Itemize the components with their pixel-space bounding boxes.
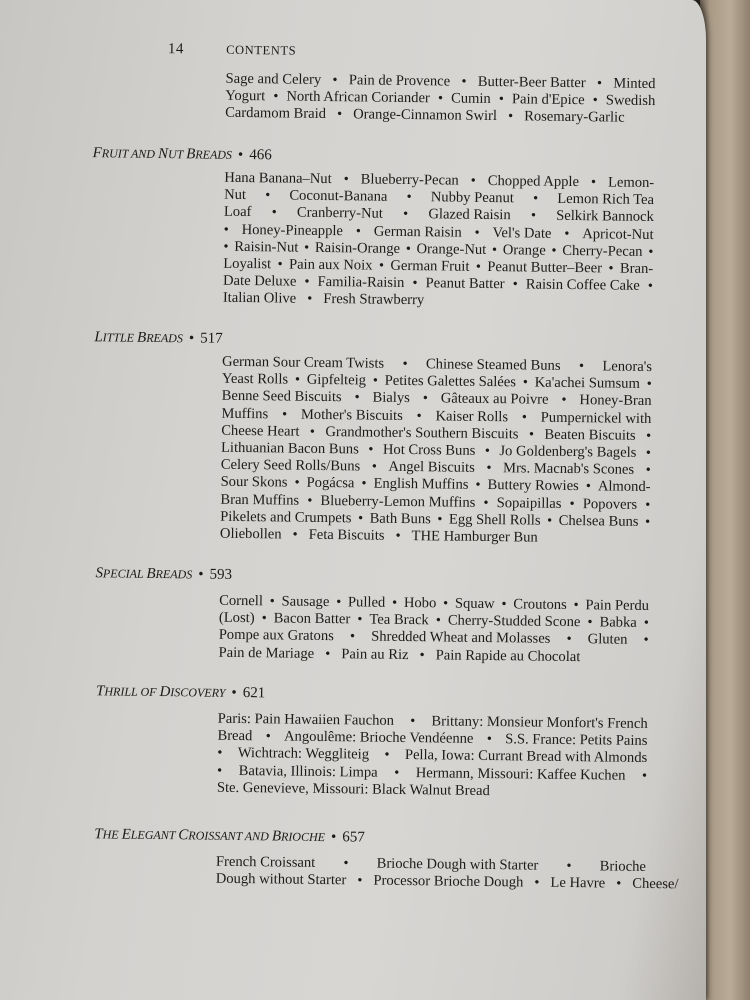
separator-bullet: • [223, 221, 229, 238]
section-page-number: 593 [209, 566, 233, 583]
section-page-number: 657 [342, 829, 365, 846]
separator-bullet: • [309, 423, 316, 440]
separator-bullet: • [419, 646, 425, 663]
heading-smallcaps: ROISSANT AND [188, 828, 272, 844]
recipe-entry: Lithuanian Bacon Buns [220, 439, 359, 458]
recipe-entry: Orange [502, 241, 546, 259]
separator-bullet: • [590, 174, 597, 191]
separator-bullet: • [294, 475, 300, 492]
separator-bullet: • [265, 187, 271, 204]
separator-bullet: • [357, 510, 364, 527]
recipe-entry: Cranberry-Nut [296, 205, 383, 223]
separator-bullet: • [507, 108, 514, 125]
recipe-entry: Cheese/ [632, 876, 679, 893]
separator-bullet: • [566, 858, 572, 875]
separator-bullet: • [641, 767, 648, 784]
recipe-entry: S.S. France: Petits Pains [505, 731, 648, 750]
recipe-entry: Bread [217, 727, 253, 745]
separator-bullet: • [647, 278, 654, 295]
separator-bullet: • [530, 207, 537, 224]
separator-bullet: • [281, 406, 288, 423]
separator-bullet: • [405, 240, 411, 257]
recipe-entry: Cornell [219, 592, 264, 610]
separator-bullet: • [645, 462, 651, 479]
recipe-entry: German Fruit [390, 257, 470, 275]
adjacent-page-edge [700, 0, 750, 1000]
recipe-entry: Jo Goldenberg's Bagels [499, 443, 637, 461]
separator-bullet: • [332, 72, 338, 89]
heading-letter: B [146, 565, 156, 582]
heading-letter: T [94, 826, 103, 843]
heading-smallcaps: PECIAL [102, 566, 147, 581]
separator-bullet: • [646, 376, 652, 393]
recipe-entry: Babka [599, 614, 637, 632]
recipe-entry: Tea Brack [369, 611, 429, 629]
recipe-entry: Peanut Butter–Beer [487, 259, 603, 277]
recipe-entry: Pogácsa [306, 475, 355, 492]
recipe-entry: Hot Cross Buns [382, 441, 476, 459]
recipe-entry: Mother's Biscuits [300, 406, 403, 424]
separator-bullet: • [645, 427, 652, 444]
separator-bullet: • [442, 595, 449, 612]
recipe-entry: Raisin-Orange [314, 239, 401, 257]
recipe-entry: German Sour Cream Twists [221, 353, 385, 372]
recipe-entry: Coconut-Banana [289, 187, 388, 205]
heading-bullet: • [237, 146, 244, 164]
separator-bullet: • [521, 409, 528, 426]
recipe-entry: Angel Biscuits [388, 459, 475, 477]
separator-bullet: • [566, 631, 572, 648]
recipe-entry: Bran Muffins [220, 491, 300, 509]
separator-bullet: • [261, 610, 267, 627]
separator-bullet: • [273, 88, 279, 105]
separator-bullet: • [394, 764, 400, 781]
recipe-entry: Pain au Riz [341, 645, 409, 663]
separator-bullet: • [491, 241, 498, 258]
heading-letter: S [95, 565, 104, 582]
heading-bullet: • [188, 330, 195, 347]
separator-bullet: • [645, 496, 651, 513]
section-page-number: 517 [200, 330, 223, 347]
recipe-entry: Gluten [587, 631, 628, 649]
separator-bullet: • [416, 407, 422, 424]
recipe-entry: Brioche [599, 858, 646, 875]
heading-letter: E [121, 826, 131, 843]
heading-letter: B [136, 329, 147, 346]
toc-entries-elegant-croissant-brioche [215, 853, 679, 894]
recipe-entry: Petites Galettes Salées [384, 372, 517, 391]
recipe-entry: Pain aux Noix [288, 256, 373, 274]
separator-bullet: • [474, 224, 480, 241]
separator-bullet: • [437, 90, 444, 107]
separator-bullet: • [512, 276, 518, 293]
recipe-entry: Loaf [223, 204, 252, 221]
heading-letter: N [157, 145, 169, 163]
separator-bullet: • [343, 171, 349, 188]
separator-bullet: • [578, 358, 585, 375]
recipe-entry: Pella, Iowa: Currant Bread with Almonds [404, 747, 648, 767]
heading-smallcaps: ISCOVERY [170, 685, 226, 700]
section-heading-fruit-nut-breads [93, 145, 272, 164]
recipe-entry: Bialys [372, 390, 410, 407]
recipe-entry: Vel's Date [492, 224, 552, 242]
separator-bullet: • [435, 612, 441, 629]
recipe-entry: Paris: Pain Hawaiien Fauchon [217, 710, 395, 729]
separator-bullet: • [643, 632, 649, 649]
recipe-entry: Fresh Strawberry [323, 291, 425, 309]
recipe-entry: German Raisin [373, 223, 462, 241]
toc-entries-continued [225, 71, 656, 128]
separator-bullet: • [501, 596, 507, 613]
recipe-entry: Cardamom Braid [225, 105, 327, 123]
recipe-entry: Orange-Cinnamon Swirl [353, 106, 498, 125]
separator-bullet: • [648, 243, 654, 260]
separator-bullet: • [391, 594, 398, 611]
recipe-entry: Minted [613, 75, 656, 93]
recipe-entry: Lemon Rich Tea [557, 191, 655, 209]
recipe-entry: English Muffins [373, 476, 469, 494]
recipe-entry: Nubby Peanut [430, 189, 514, 207]
recipe-entry: Pulled [347, 594, 386, 611]
recipe-entry: Gipfelteig [306, 371, 367, 389]
separator-bullet: • [561, 392, 567, 409]
heading-bullet: • [330, 829, 337, 846]
separator-bullet: • [223, 238, 229, 255]
recipe-entry: Chopped Apple [487, 172, 580, 191]
separator-bullet: • [644, 513, 651, 530]
recipe-entry: Kaiser Rolls [435, 407, 509, 425]
separator-bullet: • [361, 475, 367, 492]
separator-bullet: • [368, 441, 374, 458]
recipe-entry: Grandmother's Southern Biscuits [325, 423, 519, 443]
heading-smallcaps: READS [146, 330, 183, 346]
separator-bullet: • [307, 291, 313, 308]
page-header [168, 41, 297, 60]
separator-bullet: • [269, 593, 275, 610]
recipe-entry: Processor Brioche Dough [373, 872, 524, 891]
heading-letter: B [186, 146, 196, 163]
separator-bullet: • [412, 275, 418, 292]
separator-bullet: • [573, 597, 579, 614]
recipe-entry: Yogurt [225, 87, 266, 105]
separator-bullet: • [384, 747, 390, 764]
heading-bullet: • [198, 566, 204, 583]
recipe-entry: Pumpernickel with [540, 409, 652, 427]
separator-bullet: • [354, 389, 360, 406]
recipe-entry: Muffins [221, 405, 269, 422]
separator-bullet: • [608, 260, 614, 277]
recipe-entry: Brioche Dough with Starter [376, 855, 539, 874]
recipe-entry: Batavia, Illinois: Limpa [238, 762, 378, 781]
separator-bullet: • [307, 492, 313, 509]
separator-bullet: • [265, 728, 271, 745]
toc-entries-little-breads [220, 354, 652, 548]
separator-bullet: • [484, 442, 491, 460]
separator-bullet: • [461, 73, 467, 90]
separator-bullet: • [406, 189, 412, 206]
recipe-entry: Peanut Batter [425, 275, 505, 293]
recipe-entry: Swedish [605, 92, 656, 110]
recipe-entry: Hermann, Missouri: Kaffee Kuchen [415, 764, 626, 784]
separator-bullet: • [271, 204, 277, 221]
running-title: CONTENTS [226, 42, 297, 58]
recipe-entry: Pain de Provence [348, 72, 451, 90]
recipe-entry: Lemon- [607, 174, 655, 192]
recipe-entry: Loyalist [223, 255, 272, 273]
recipe-entry: Apricot-Nut [582, 225, 654, 243]
recipe-entry: Pain de Mariage [218, 644, 315, 662]
separator-bullet: • [402, 206, 409, 223]
recipe-entry: Sopaipillas [496, 494, 562, 512]
recipe-entry: Wichtrach: Weggliteig [237, 745, 370, 763]
separator-bullet: • [325, 645, 331, 662]
heading-smallcaps: RIOCHE [280, 829, 326, 845]
section-page-number: 466 [249, 147, 272, 164]
separator-bullet: • [551, 242, 557, 259]
recipe-entry: Blueberry-Lemon Muffins [320, 492, 476, 511]
separator-bullet: • [422, 390, 428, 407]
separator-bullet: • [395, 527, 401, 544]
separator-bullet: • [371, 458, 378, 475]
recipe-entry: Selkirk Bannock [556, 208, 654, 226]
separator-bullet: • [587, 614, 593, 631]
recipe-entry: Honey-Bran [579, 392, 652, 410]
recipe-entry: Beaten Biscuits [544, 426, 636, 444]
recipe-entry: Glazed Raisin [428, 206, 511, 224]
separator-bullet: • [349, 628, 356, 645]
separator-bullet: • [585, 478, 591, 495]
recipe-entry: Chelsea Buns [558, 512, 639, 530]
separator-bullet: • [357, 611, 363, 628]
separator-bullet: • [596, 75, 603, 92]
recipe-entry: Cumin [450, 90, 491, 108]
separator-bullet: • [355, 222, 362, 240]
section-heading-elegant-croissant-brioche [94, 826, 365, 846]
recipe-entry: Sausage [281, 593, 330, 611]
separator-bullet: • [645, 444, 652, 462]
separator-bullet: • [532, 190, 539, 207]
separator-bullet: • [217, 745, 223, 762]
recipe-entry: Nut [224, 186, 247, 204]
recipe-entry: Pain Perdu [585, 597, 650, 614]
recipe-entry: Le Havre [550, 875, 606, 892]
separator-bullet: • [475, 258, 482, 275]
separator-bullet: • [357, 872, 363, 889]
recipe-entry: Hana Banana–Nut [224, 169, 332, 188]
recipe-entry: Almond- [597, 478, 651, 496]
section-heading-little-breads [94, 329, 222, 348]
recipe-entry: Gâteaux au Poivre [440, 390, 549, 409]
recipe-entry: Pain d'Epice [511, 91, 585, 109]
recipe-entry: Squaw [454, 595, 495, 613]
separator-bullet: • [437, 511, 443, 528]
separator-bullet: • [410, 713, 416, 730]
separator-bullet: • [592, 92, 598, 109]
recipe-entry: Rosemary-Garlic [524, 108, 625, 127]
recipe-entry: (Lost) [218, 609, 255, 627]
heading-bullet: • [231, 684, 237, 701]
heading-smallcaps: RUIT AND [101, 146, 159, 161]
recipe-entry: Cherry-Pecan [562, 242, 643, 260]
separator-bullet: • [569, 495, 575, 512]
separator-bullet: • [216, 762, 223, 779]
separator-bullet: • [343, 855, 349, 872]
recipe-entry: Sage and Celery [225, 70, 322, 88]
recipe-entry: Bran- [619, 260, 654, 278]
recipe-entry: Egg Shell Rolls [448, 511, 541, 529]
separator-bullet: • [643, 615, 650, 632]
recipe-entry: Celery Seed Rolls/Buns [220, 456, 361, 475]
recipe-entry: Pikelets and Crumpets [220, 508, 352, 527]
heading-smallcaps: READS [155, 566, 193, 582]
heading-letter: B [271, 828, 282, 845]
separator-bullet: • [616, 875, 622, 892]
recipe-entry: Lenora's [602, 358, 653, 376]
separator-bullet: • [336, 106, 343, 123]
separator-bullet: • [294, 371, 301, 388]
page-number: 14 [167, 41, 184, 58]
recipe-entry: Shredded Wheat and Molasses [371, 629, 551, 648]
recipe-entry: Sour Skons [220, 474, 288, 491]
recipe-entry: Dough without Starter [215, 870, 347, 889]
recipe-entry: Mrs. Macnab's Scones [502, 460, 635, 479]
heading-smallcaps: HE [102, 827, 122, 842]
section-heading-special-breads [95, 565, 232, 584]
recipe-entry: Feta Biscuits [308, 526, 385, 544]
recipe-entry: Date Deluxe [222, 272, 297, 290]
section-page-number: 621 [242, 685, 266, 702]
recipe-entry: Honey-Pineapple [241, 221, 344, 239]
heading-smallcaps: HRILL OF [104, 684, 160, 700]
separator-bullet: • [522, 374, 528, 391]
recipe-entry: Bath Buns [369, 510, 431, 528]
recipe-entry: Popovers [582, 495, 638, 513]
separator-bullet: • [402, 355, 408, 373]
recipe-entry: THE Hamburger Bun [411, 528, 538, 546]
recipe-entry: Raisin Coffee Cake [525, 276, 640, 295]
recipe-entry: Italian Olive [222, 290, 297, 308]
separator-bullet: • [470, 172, 476, 189]
separator-bullet: • [534, 874, 540, 891]
toc-entries-special-breads [218, 593, 649, 667]
heading-letter: C [178, 827, 189, 844]
separator-bullet: • [486, 731, 492, 748]
separator-bullet: • [277, 256, 283, 273]
toc-entries-fruit-nut-breads [223, 170, 655, 313]
recipe-entry: Cheese Heart [221, 422, 300, 440]
recipe-entry: Cherry-Studded Scone [447, 612, 581, 631]
heading-letter: L [94, 329, 103, 346]
recipe-entry: Chinese Steamed Buns [425, 356, 561, 374]
recipe-entry: Yeast Rolls [221, 370, 289, 388]
heading-smallcaps: UT [167, 147, 187, 162]
separator-bullet: • [372, 372, 378, 389]
separator-bullet: • [336, 594, 342, 611]
recipe-entry: Benne Seed Biscuits [221, 388, 342, 406]
separator-bullet: • [528, 426, 535, 443]
toc-entries-thrill-of-discovery [217, 711, 648, 802]
recipe-entry: Pompe aux Gratons [218, 627, 334, 645]
heading-letter: F [92, 145, 102, 162]
recipe-entry: North African Coriander [286, 88, 430, 107]
recipe-entry: Familia-Raisin [317, 274, 405, 292]
recipe-entry: Brittany: Monsieur Monfort's French [431, 713, 648, 732]
separator-bullet: • [303, 239, 310, 256]
separator-bullet: • [475, 477, 481, 494]
recipe-entry: Orange-Nut [416, 240, 487, 258]
recipe-entry: Angoulême: Brioche Vendéenne [283, 728, 474, 748]
heading-smallcaps: READS [195, 147, 233, 162]
heading-letter: D [159, 684, 171, 701]
separator-bullet: • [564, 225, 570, 242]
separator-bullet: • [486, 460, 492, 477]
separator-bullet: • [498, 91, 504, 108]
recipe-entry: Bacon Batter [273, 610, 351, 628]
recipe-entry: Blueberry-Pecan [360, 171, 459, 189]
separator-bullet: • [378, 257, 385, 274]
heading-letter: T [95, 683, 105, 700]
separator-bullet: • [304, 273, 310, 291]
heading-smallcaps: LEGANT [130, 827, 179, 843]
heading-smallcaps: ITTLE [102, 330, 138, 345]
separator-bullet: • [483, 494, 489, 511]
section-heading-thrill-of-discovery [96, 683, 265, 702]
recipe-entry: French Croissant [215, 853, 316, 871]
recipe-entry: Pain Rapide au Chocolat [435, 647, 581, 665]
separator-bullet: • [292, 526, 298, 543]
recipe-entry: Ste. Genevieve, Missouri: Black Walnut Bread [216, 779, 490, 799]
recipe-entry: Croutons [513, 596, 567, 613]
recipe-entry: Ka'achei Sumsum [534, 374, 640, 393]
recipe-entry: Raisin-Nut [234, 238, 299, 256]
recipe-entry: Butter-Beer Batter [477, 73, 586, 92]
recipe-entry: Hobo [403, 594, 437, 612]
separator-bullet: • [546, 512, 553, 529]
recipe-entry: Oliebollen [219, 525, 282, 543]
recipe-entry: Buttery Rowies [487, 477, 579, 495]
